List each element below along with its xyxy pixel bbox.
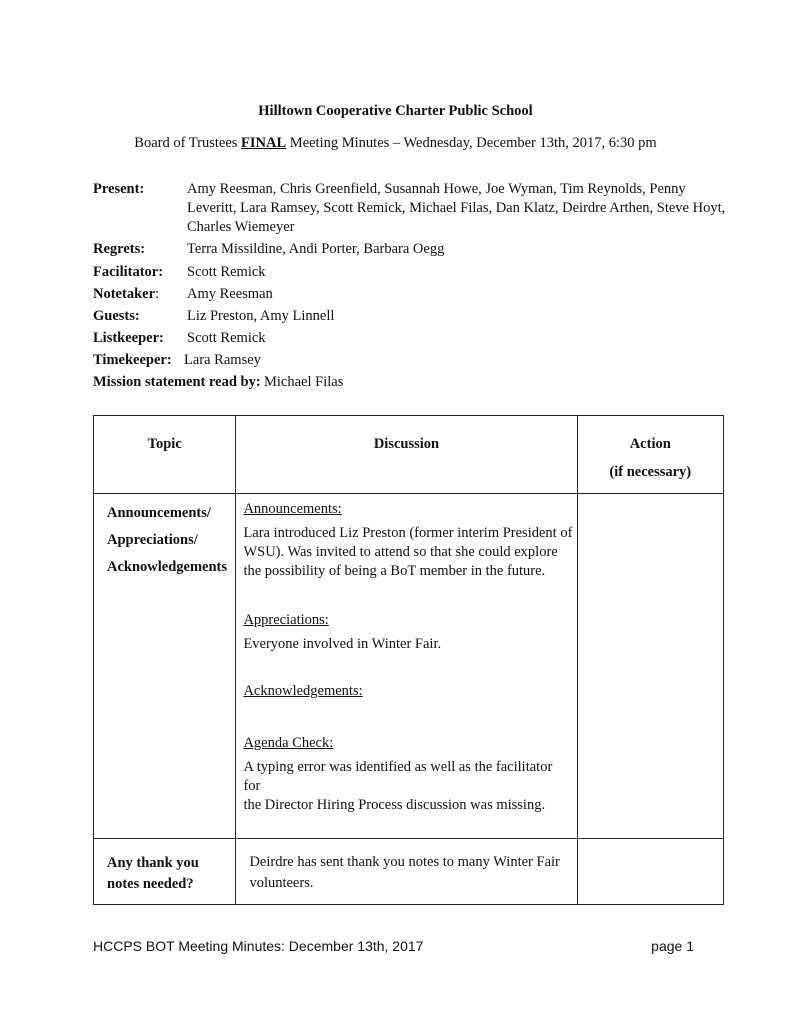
mission-reader: Michael Filas [264,374,344,390]
announcements-line: WSU). Was invited to attend so that she could explore [243,544,558,560]
facilitator-name: Scott Remick [187,264,266,280]
notetaker-label-text: Notetaker [93,286,156,302]
topic-line: Appreciations/ [107,532,198,548]
discussion-text [236,494,576,815]
notetaker-colon: : [155,286,160,302]
timekeeper-name: Lara Ramsey [184,352,261,368]
mission-label: Mission statement read by: [93,374,261,390]
table-row [94,494,724,839]
topic-line: Acknowledgements [107,559,228,575]
present-names [187,180,727,237]
header-discussion-label: Discussion [373,436,440,452]
present-label: Present: [93,181,145,197]
table-row [94,839,724,905]
discussion-text [236,839,576,894]
action-cell [577,494,723,839]
timekeeper-label: Timekeeper: [93,352,172,368]
present-line: Charles Wiemeyer [187,219,295,235]
guests-label: Guests: [93,308,140,324]
table-header-row [94,416,724,494]
present-line: Amy Reesman, Chris Greenfield, Susannah Howe, Joe Wyman, Tim Reynolds, Penny [187,181,686,197]
notetaker-name: Amy Reesman [187,286,273,302]
header-topic-label: Topic [147,436,182,452]
guests-names: Liz Preston, Amy Linnell [187,308,335,324]
notetaker-label [93,285,159,304]
listkeeper-name: Scott Remick [187,330,266,346]
header-action-label: Action [629,436,671,452]
footer-title: HCCPS BOT Meeting Minutes: December 13th, 2017 [93,938,424,954]
topic-cell [94,494,236,839]
school-title: Hilltown Cooperative Charter Public School [258,103,533,119]
regrets-names: Terra Missildine, Andi Porter, Barbara Oegg [187,241,445,257]
discussion-cell [236,494,577,839]
appreciations-heading: Appreciations: [243,612,329,628]
present-line: Leveritt, Lara Ramsey, Scott Remick, Michael Filas, Dan Klatz, Deirdre Arthen, Steve Hoyt, [187,200,726,216]
discussion-line: volunteers. [249,875,314,891]
header-topic [94,416,236,494]
agenda-line: the Director Hiring Process discussion was missing. [243,797,546,813]
topic-line: Any thank you [107,855,199,871]
subtitle-prefix: Board of Trustees [134,135,242,151]
announcements-line: the possibility of being a BoT member in the future. [243,563,546,579]
topic-text [94,494,235,581]
topic-line: notes needed? [107,876,194,892]
agenda-line: A typing error was identified as well as the facilitator for [243,759,553,794]
announcements-heading: Announcements: [243,501,342,517]
header-action-sublabel: (if necessary) [609,464,692,480]
discussion-line: Deirdre has sent thank you notes to many Winter Fair [249,854,560,870]
appreciations-text: Everyone involved in Winter Fair. [243,636,442,652]
header-action [577,416,723,494]
header-discussion [236,416,577,494]
subtitle-final-emphasis: FINAL [241,135,287,151]
listkeeper-label: Listkeeper: [93,330,164,346]
facilitator-label: Facilitator: [93,264,164,280]
page-footer [93,938,694,954]
acknowledgements-heading: Acknowledgements: [243,683,363,699]
page-number: page 1 [651,938,694,954]
meeting-subtitle [0,135,791,152]
agenda-check-heading: Agenda Check: [243,735,334,751]
discussion-cell [236,839,577,905]
announcements-line: Lara introduced Liz Preston (former interim President of [243,525,573,541]
topic-line: Announcements/ [107,505,211,521]
topic-cell [94,839,236,905]
action-cell [577,839,723,905]
regrets-label: Regrets: [93,241,146,257]
topic-text [94,839,235,895]
minutes-table [93,415,724,905]
subtitle-suffix: Meeting Minutes – Wednesday, December 13th, 2017, 6:30 pm [286,135,657,151]
